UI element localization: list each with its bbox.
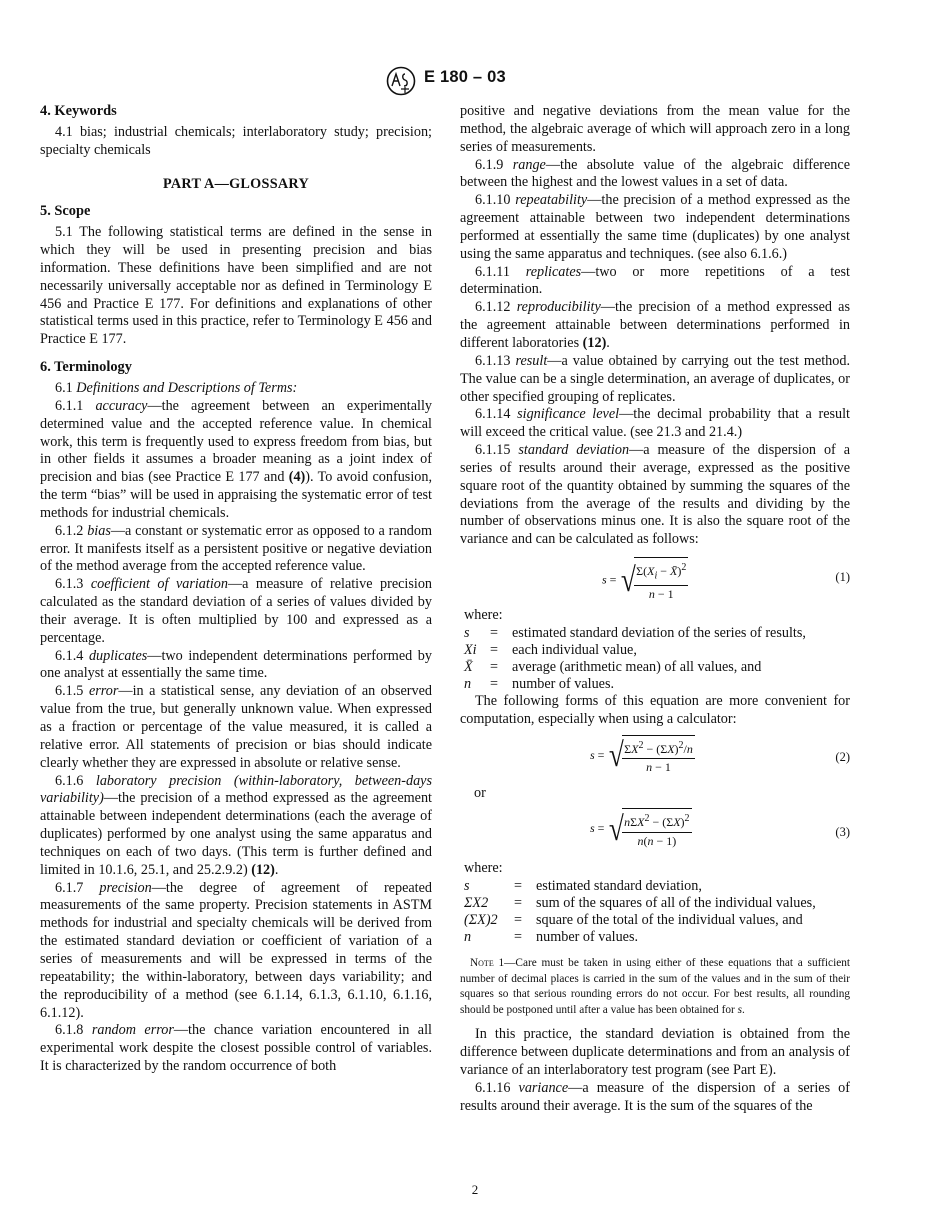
document-number: E 180 – 03 xyxy=(424,68,506,86)
symbol: X̄ xyxy=(464,658,473,675)
or-text: or xyxy=(474,784,486,801)
symbol-description: estimated standard deviation of the series of results, xyxy=(512,624,806,641)
term-significance-level: 6.1.14 significance level—the decimal probability that a result will exceed the critical value. (see 21.3 and 21.4.) xyxy=(460,406,850,441)
symbol-definitions-2 xyxy=(460,878,850,946)
symbol: Xi xyxy=(464,641,477,658)
symbol: (ΣX)2 xyxy=(464,912,498,929)
equation-3: s = √ $\frac{n\Sigma X^2 - (\Sigma X)^2}{n(n - 1)}$ (3) xyxy=(460,802,850,860)
equation-3-label: (3) xyxy=(835,825,850,840)
practice-paragraph: In this practice, the standard deviation is obtained from the difference between duplicate determinations and from an analysis of variance of an interlaboratory test program (see Part E). xyxy=(460,1026,850,1078)
equals-sign: = xyxy=(514,912,523,929)
page-header xyxy=(0,66,950,96)
definition-row xyxy=(460,659,850,676)
para-4-1: 4.1 bias; industrial chemicals; interlaboratory study; precision; specialty chemicals xyxy=(40,123,432,158)
term-repeatability: 6.1.10 repeatability—the precision of a method expressed as the agreement attainable between two independent determinations performed at essentially the same time (duplicates) by one analyst using the same apparatus and techniques. (see also 6.1.6.) xyxy=(460,192,850,262)
symbol-description: number of values. xyxy=(536,929,639,946)
term-result: 6.1.13 result—a value obtained by carrying out the test method. The value can be a single determination, an average of duplicates, or other specified grouping of replicates. xyxy=(460,352,851,405)
term-bias: 6.1.2 bias—a constant or systematic error as opposed to a random error. It manifests itself as a persistent positive or negative deviation of the method average from the accepted reference value. xyxy=(40,522,433,575)
symbol-description: sum of the squares of all of the individual values, xyxy=(536,895,816,912)
term-replicates: 6.1.11 replicates—two or more repetitions of a test determination. xyxy=(460,263,850,298)
following-paragraph: The following forms of this equation are more convenient for computation, especially when using a calculator: xyxy=(460,692,850,727)
para-5-1: 5.1 The following statistical terms are defined in the sense in which they will be used in presenting precision and bias information. These definitions have been simplified and are not necessarily universally acceptable nor as defined in Terminology E 456 and Practice E 177. For definitions and explanations of other statistical terms used in this practice, refer to Terminology E 456 and Practice E 177. xyxy=(40,224,432,348)
definition-row xyxy=(460,878,850,895)
symbol-description: number of values. xyxy=(512,675,615,692)
left-column xyxy=(40,103,432,1076)
symbol-description: each individual value, xyxy=(512,641,637,658)
definition-row xyxy=(460,929,850,946)
equals-sign: = xyxy=(490,675,499,692)
equation-2-label: (2) xyxy=(835,749,850,764)
symbol-description: estimated standard deviation, xyxy=(536,878,702,895)
section-4-heading: 4. Keywords xyxy=(40,103,117,119)
symbol: ΣX2 xyxy=(464,895,489,912)
equals-sign: = xyxy=(514,895,523,912)
symbol: n xyxy=(464,929,472,946)
part-a-heading: PART A—GLOSSARY xyxy=(162,175,310,192)
section-5-heading: 5. Scope xyxy=(40,203,91,220)
symbol-description: average (arithmetic mean) of all values, and xyxy=(512,658,762,675)
para-6-1: 6.1 Definitions and Descriptions of Terms: xyxy=(55,379,298,396)
equals-sign: = xyxy=(490,641,499,658)
term-random-error: 6.1.8 random error—the chance variation encountered in all experimental work despite the closest possible control of variables. It is characterized by the random occurrence of both xyxy=(40,1022,432,1075)
term-reproducibility: 6.1.12 reproducibility—the precision of a method expressed as the agreement attainable between determinations performed in different laboratories (12). xyxy=(460,299,850,351)
continuation-paragraph: positive and negative deviations from the mean value for the method, the algebraic average of which will approach zero in a long series of measurements. xyxy=(460,103,850,155)
symbol: n xyxy=(464,675,472,692)
term-duplicates: 6.1.4 duplicates—two independent determinations performed by one analyst at essentially the same time. xyxy=(40,647,432,682)
term-accuracy: 6.1.1 accuracy—the agreement between an experimentally determined value and the accepted reference value. In chemical work, this term is frequently used to express freedom from bias, but in other fields it assumes a broader meaning as a joint index of precision and bias (see Practice E 177 and (4)). To avoid confusion, the term “bias” will be used in appraising the systematic error of test methods for industrial chemicals. xyxy=(40,397,432,521)
section-6-heading: 6. Terminology xyxy=(40,359,132,376)
definition-row xyxy=(460,625,850,642)
symbol: s xyxy=(464,878,470,895)
term-laboratory-precision: 6.1.6 laboratory precision (within-laboratory, between-days variability)—the precision of a method expressed as the agreement attainable between independent determinations (each the average of duplicates) performed by one analyst using the same apparatus and techniques on each of two days. (This term is further defined and limited in 10.1.6, 25.1, and 25.2.9.2) (12). xyxy=(40,772,432,878)
astm-logo-icon xyxy=(386,66,416,96)
term-error: 6.1.5 error—in a statistical sense, any deviation of an observed value from the true, but generally unknown value. When expressed as a fraction or percentage of the value measured, it is called a relative error. All statements of precision or bias should indicate clearly whether they are expressed in absolute or relative sense. xyxy=(40,683,433,771)
definition-row xyxy=(460,912,850,929)
right-column xyxy=(460,103,850,1116)
term-variance: 6.1.16 variance—a measure of the dispersion of a series of results around their average. It is the sum of the squares of the xyxy=(460,1079,850,1114)
symbol-definitions-1 xyxy=(460,625,850,693)
definition-row xyxy=(460,676,850,693)
symbol: s xyxy=(464,624,470,641)
where-label-2: where: xyxy=(464,860,503,877)
term-coefficient-of-variation: 6.1.3 coefficient of variation—a measure of relative precision calculated as the standard deviation of a series of values divided by their average. It is often multiplied by 100 and expressed as a percentage. xyxy=(40,576,433,646)
equals-sign: = xyxy=(490,624,499,641)
term-range: 6.1.9 range—the absolute value of the algebraic difference between the highest and the lowest values in a set of data. xyxy=(460,156,850,191)
definition-row xyxy=(460,895,850,912)
equals-sign: = xyxy=(490,658,499,675)
term-precision: 6.1.7 precision—the degree of agreement of repeated measurements of the same property. Precision statements in ASTM methods for industrial and specialty chemicals will be derived from the estimated standard deviation or coefficient of variation of a series of measurements and will be expressed in terms of the repeatability; the within-laboratory, between days variability; and the reproducibility of a method (see 6.1.14, 6.1.3, 6.1.10, 6.1.16, 6.1.12). xyxy=(40,879,432,1021)
equals-sign: = xyxy=(514,929,523,946)
page-number: 2 xyxy=(471,1182,479,1197)
symbol-description: square of the total of the individual values, and xyxy=(536,912,803,929)
equation-1: s = √ $\frac{\Sigma(X_i - X̄)^2}{n - 1}$ (1) xyxy=(460,549,850,607)
where-label-1: where: xyxy=(464,607,503,624)
equation-2: s = √ $\frac{\Sigma X^2 - (\Sigma X)^2/n}{n - 1}$ (2) xyxy=(460,729,850,785)
equals-sign: = xyxy=(514,878,523,895)
definition-row xyxy=(460,642,850,659)
term-standard-deviation: 6.1.15 standard deviation—a measure of the dispersion of a series of results around their average, expressed as the positive square root of the quantity obtained by summing the squares of the deviations from the average of the results and dividing by the number of observations minus one. It is also the square root of the variance and can be calculated as follows: xyxy=(460,442,850,548)
note-1: Note 1—Care must be taken in using either of these equations that a sufficient number of decimal places is carried in the sum of the values and in the sum of their squares so that serious rounding errors do not occur. For best results, all rounding should be postponed until after a value has been obtained for s. xyxy=(460,957,851,1016)
equation-1-label: (1) xyxy=(835,570,850,585)
